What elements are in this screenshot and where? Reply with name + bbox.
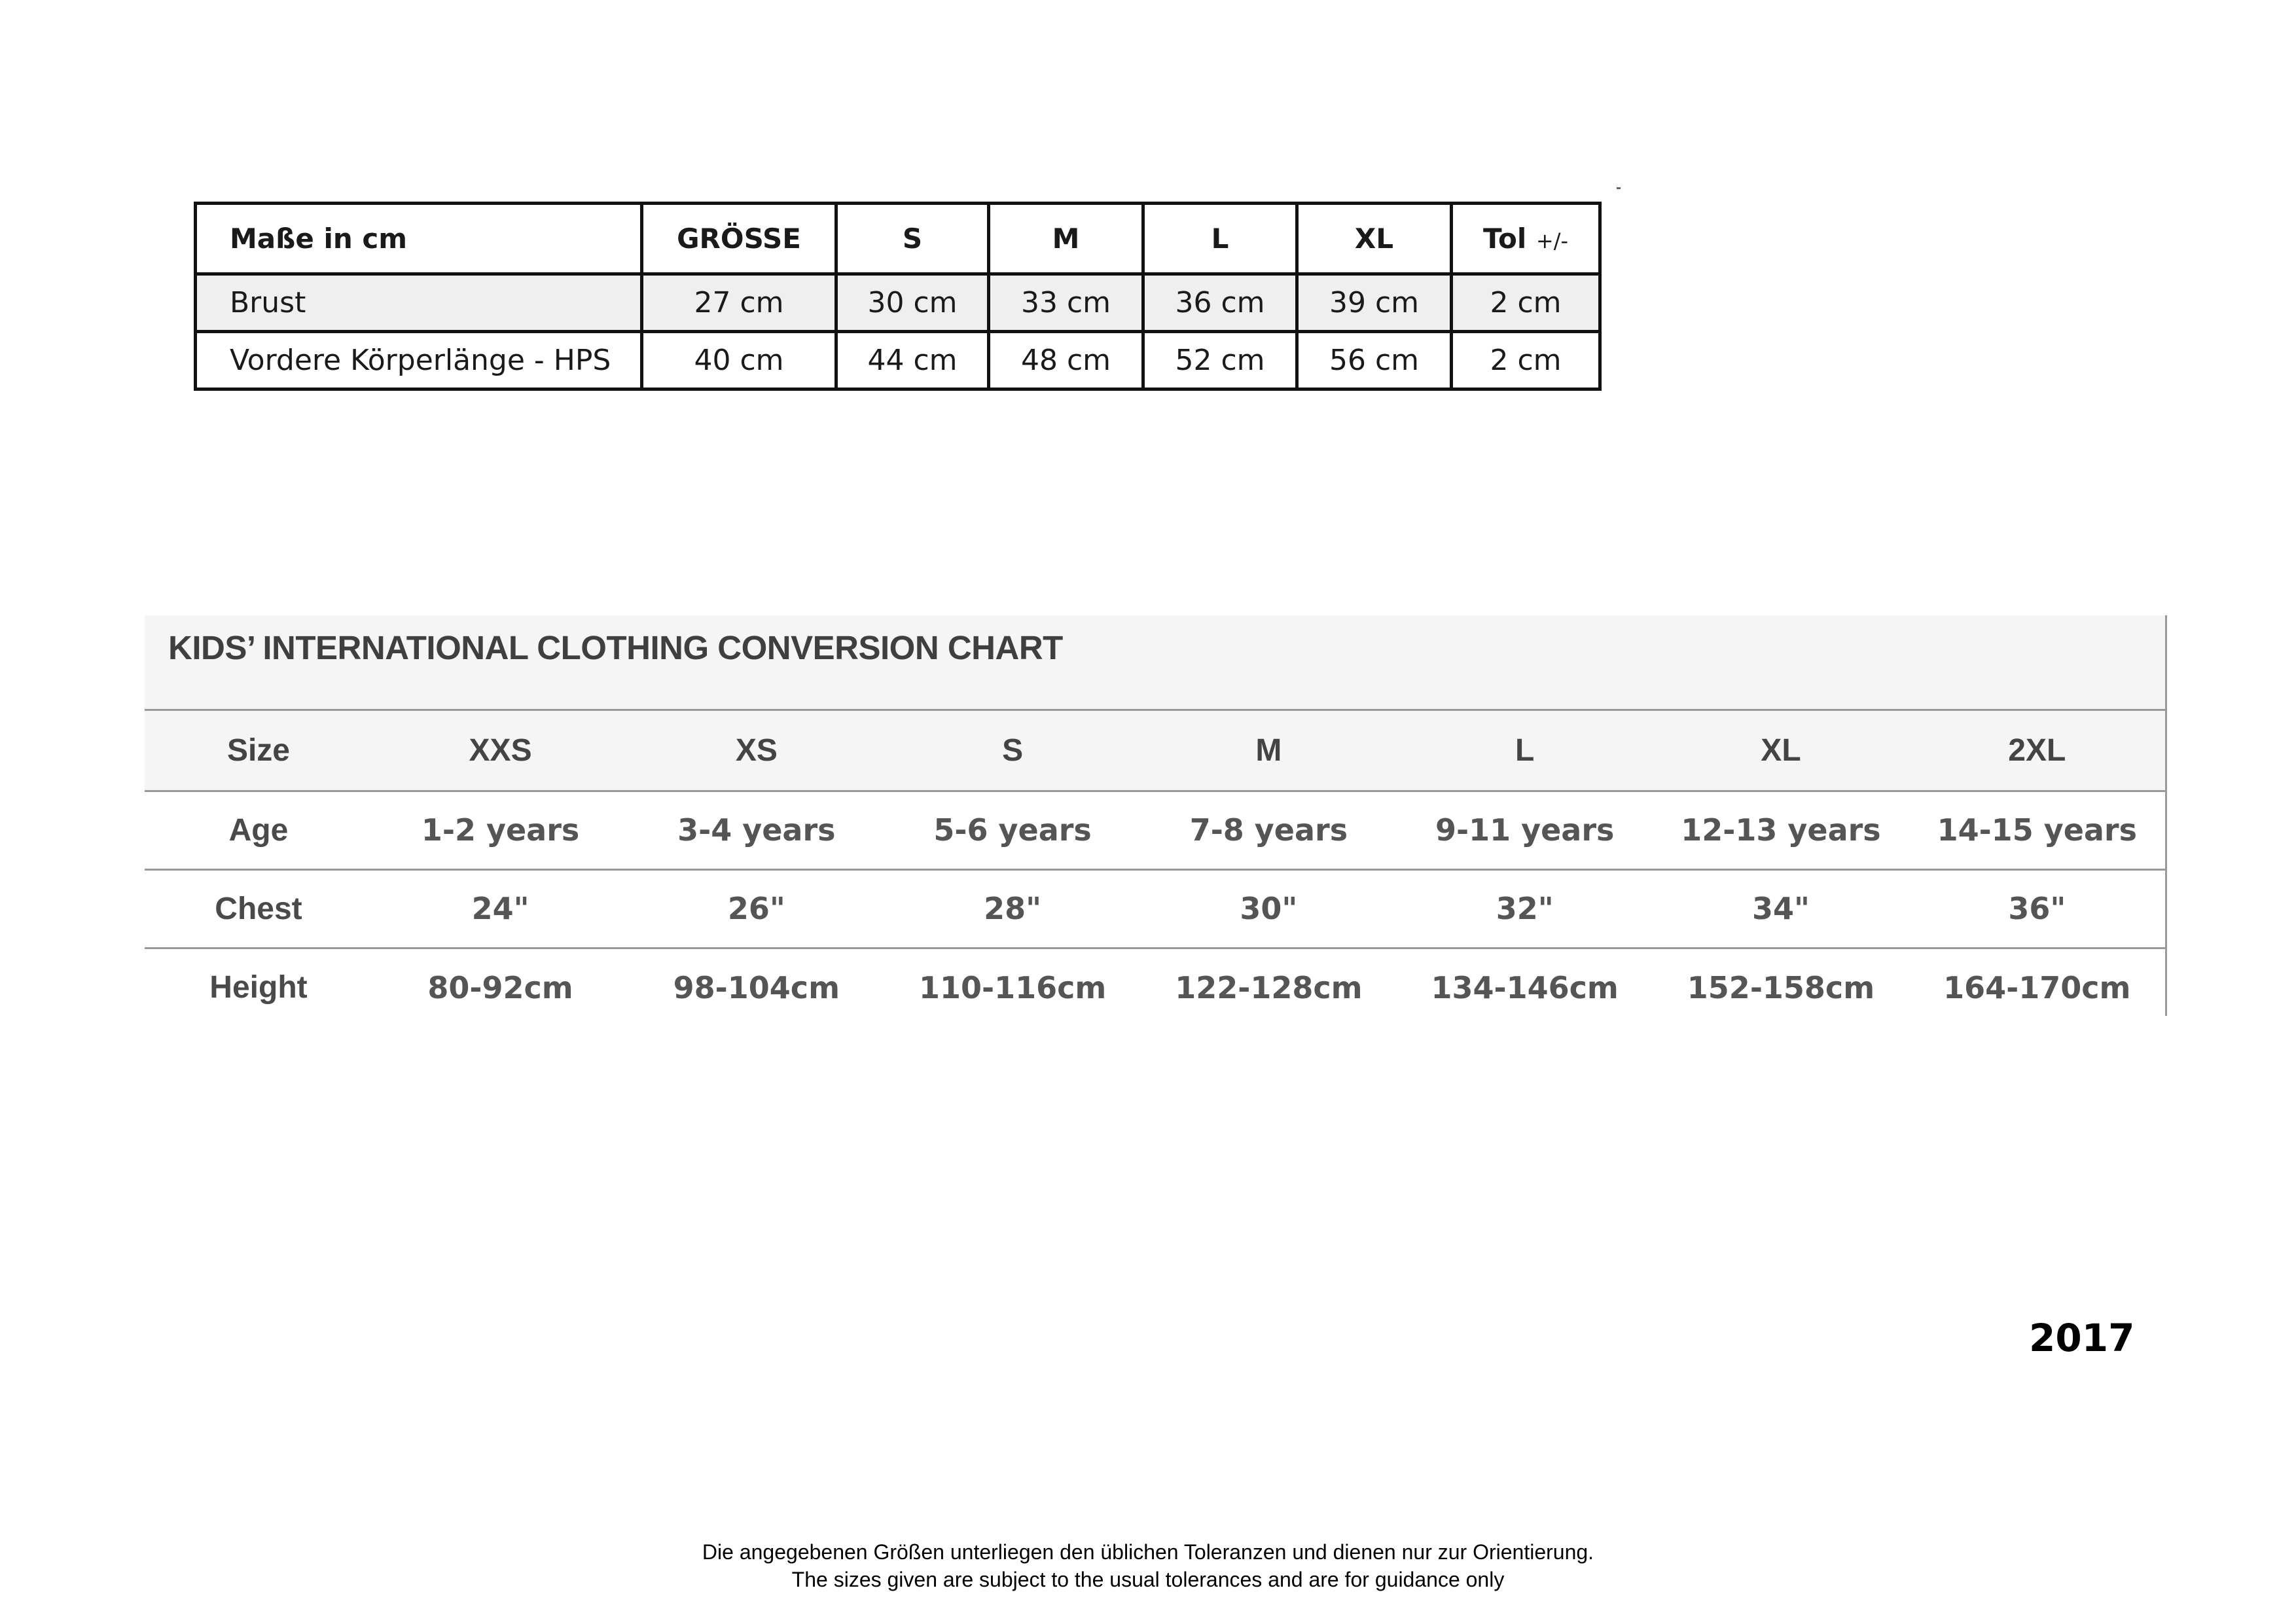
footer-disclaimer [0,1538,2296,1593]
table-cell: 9-11 years [1397,791,1653,869]
table-cell: 2 cm [1452,274,1600,332]
kids-header-cell: XXS [469,732,532,768]
table-row [196,274,1600,332]
row-label: Brust [196,274,642,332]
table-cell: 134-146cm [1397,948,1653,1026]
size-table [194,202,1602,391]
kids-chart-title: KIDS’ INTERNATIONAL CLOTHING CONVERSION CHART [168,629,1063,666]
table-cell: 7-8 years [1141,791,1397,869]
row-label: Age [145,791,372,869]
table-cell: 12-13 years [1653,791,1909,869]
size-table-header-m: M [989,204,1143,274]
year-label: 2017 [2029,1316,2135,1360]
table-cell: 2 cm [1452,332,1600,389]
kids-header-cell: S [1002,732,1024,768]
row-label: Vordere Körperlänge - HPS [196,332,642,389]
table-cell: 30 cm [836,274,989,332]
table-cell: 30" [1141,869,1397,948]
table-cell: 1-2 years [372,791,628,869]
scan-mark [1617,187,1621,189]
table-cell: 26" [628,869,884,948]
table-cell: 80-92cm [372,948,628,1026]
kids-header-cell: M [1255,732,1282,768]
table-cell: 27 cm [642,274,836,332]
size-table-header-size: GRÖSSE [642,204,836,274]
kids-chart-title-band [145,615,2165,711]
table-cell: 52 cm [1143,332,1297,389]
kids-conversion-chart [145,615,2167,1016]
table-cell: 24" [372,869,628,948]
kids-header-cell: L [1515,732,1535,768]
size-table-header-xl: XL [1297,204,1452,274]
size-table-header-s: S [836,204,989,274]
table-cell: 40 cm [642,332,836,389]
footer-line-english: The sizes given are subject to the usual tolerances and are for guidance only [791,1568,1505,1591]
table-row [145,791,2165,869]
table-cell: 122-128cm [1141,948,1397,1026]
table-cell: 56 cm [1297,332,1452,389]
table-cell: 110-116cm [884,948,1140,1026]
table-row [145,869,2165,948]
table-cell: 33 cm [989,274,1143,332]
table-cell: 48 cm [989,332,1143,389]
table-cell: 32" [1397,869,1653,948]
kids-header-cell: XL [1761,732,1801,768]
kids-header-cell: 2XL [2008,732,2066,768]
table-cell: 14-15 years [1909,791,2165,869]
table-cell: 3-4 years [628,791,884,869]
table-cell: 44 cm [836,332,989,389]
table-cell: 98-104cm [628,948,884,1026]
tolerance-suffix: +/- [1535,228,1569,253]
kids-header-cell: XS [735,732,778,768]
row-label: Height [145,948,372,1026]
table-cell: 36 cm [1143,274,1297,332]
footer-line-german: Die angegebenen Größen unterliegen den üblichen Toleranzen und dienen nur zur Orientierung. [702,1540,1594,1564]
kids-table [145,711,2165,1026]
table-cell: 34" [1653,869,1909,948]
table-cell: 164-170cm [1909,948,2165,1026]
size-table-header-row [196,204,1600,274]
table-cell: 152-158cm [1653,948,1909,1026]
table-cell: 36" [1909,869,2165,948]
kids-header-label: Size [226,732,290,768]
tolerance-label: Tol [1482,223,1527,255]
table-cell: 5-6 years [884,791,1140,869]
size-table-header-tolerance [1452,204,1600,274]
table-cell: 28" [884,869,1140,948]
table-row [145,948,2165,1026]
table-row [196,332,1600,389]
size-table-header-measurements: Maße in cm [196,204,642,274]
size-table-header-l: L [1143,204,1297,274]
kids-header-row [145,711,2165,791]
row-label: Chest [145,869,372,948]
table-cell: 39 cm [1297,274,1452,332]
